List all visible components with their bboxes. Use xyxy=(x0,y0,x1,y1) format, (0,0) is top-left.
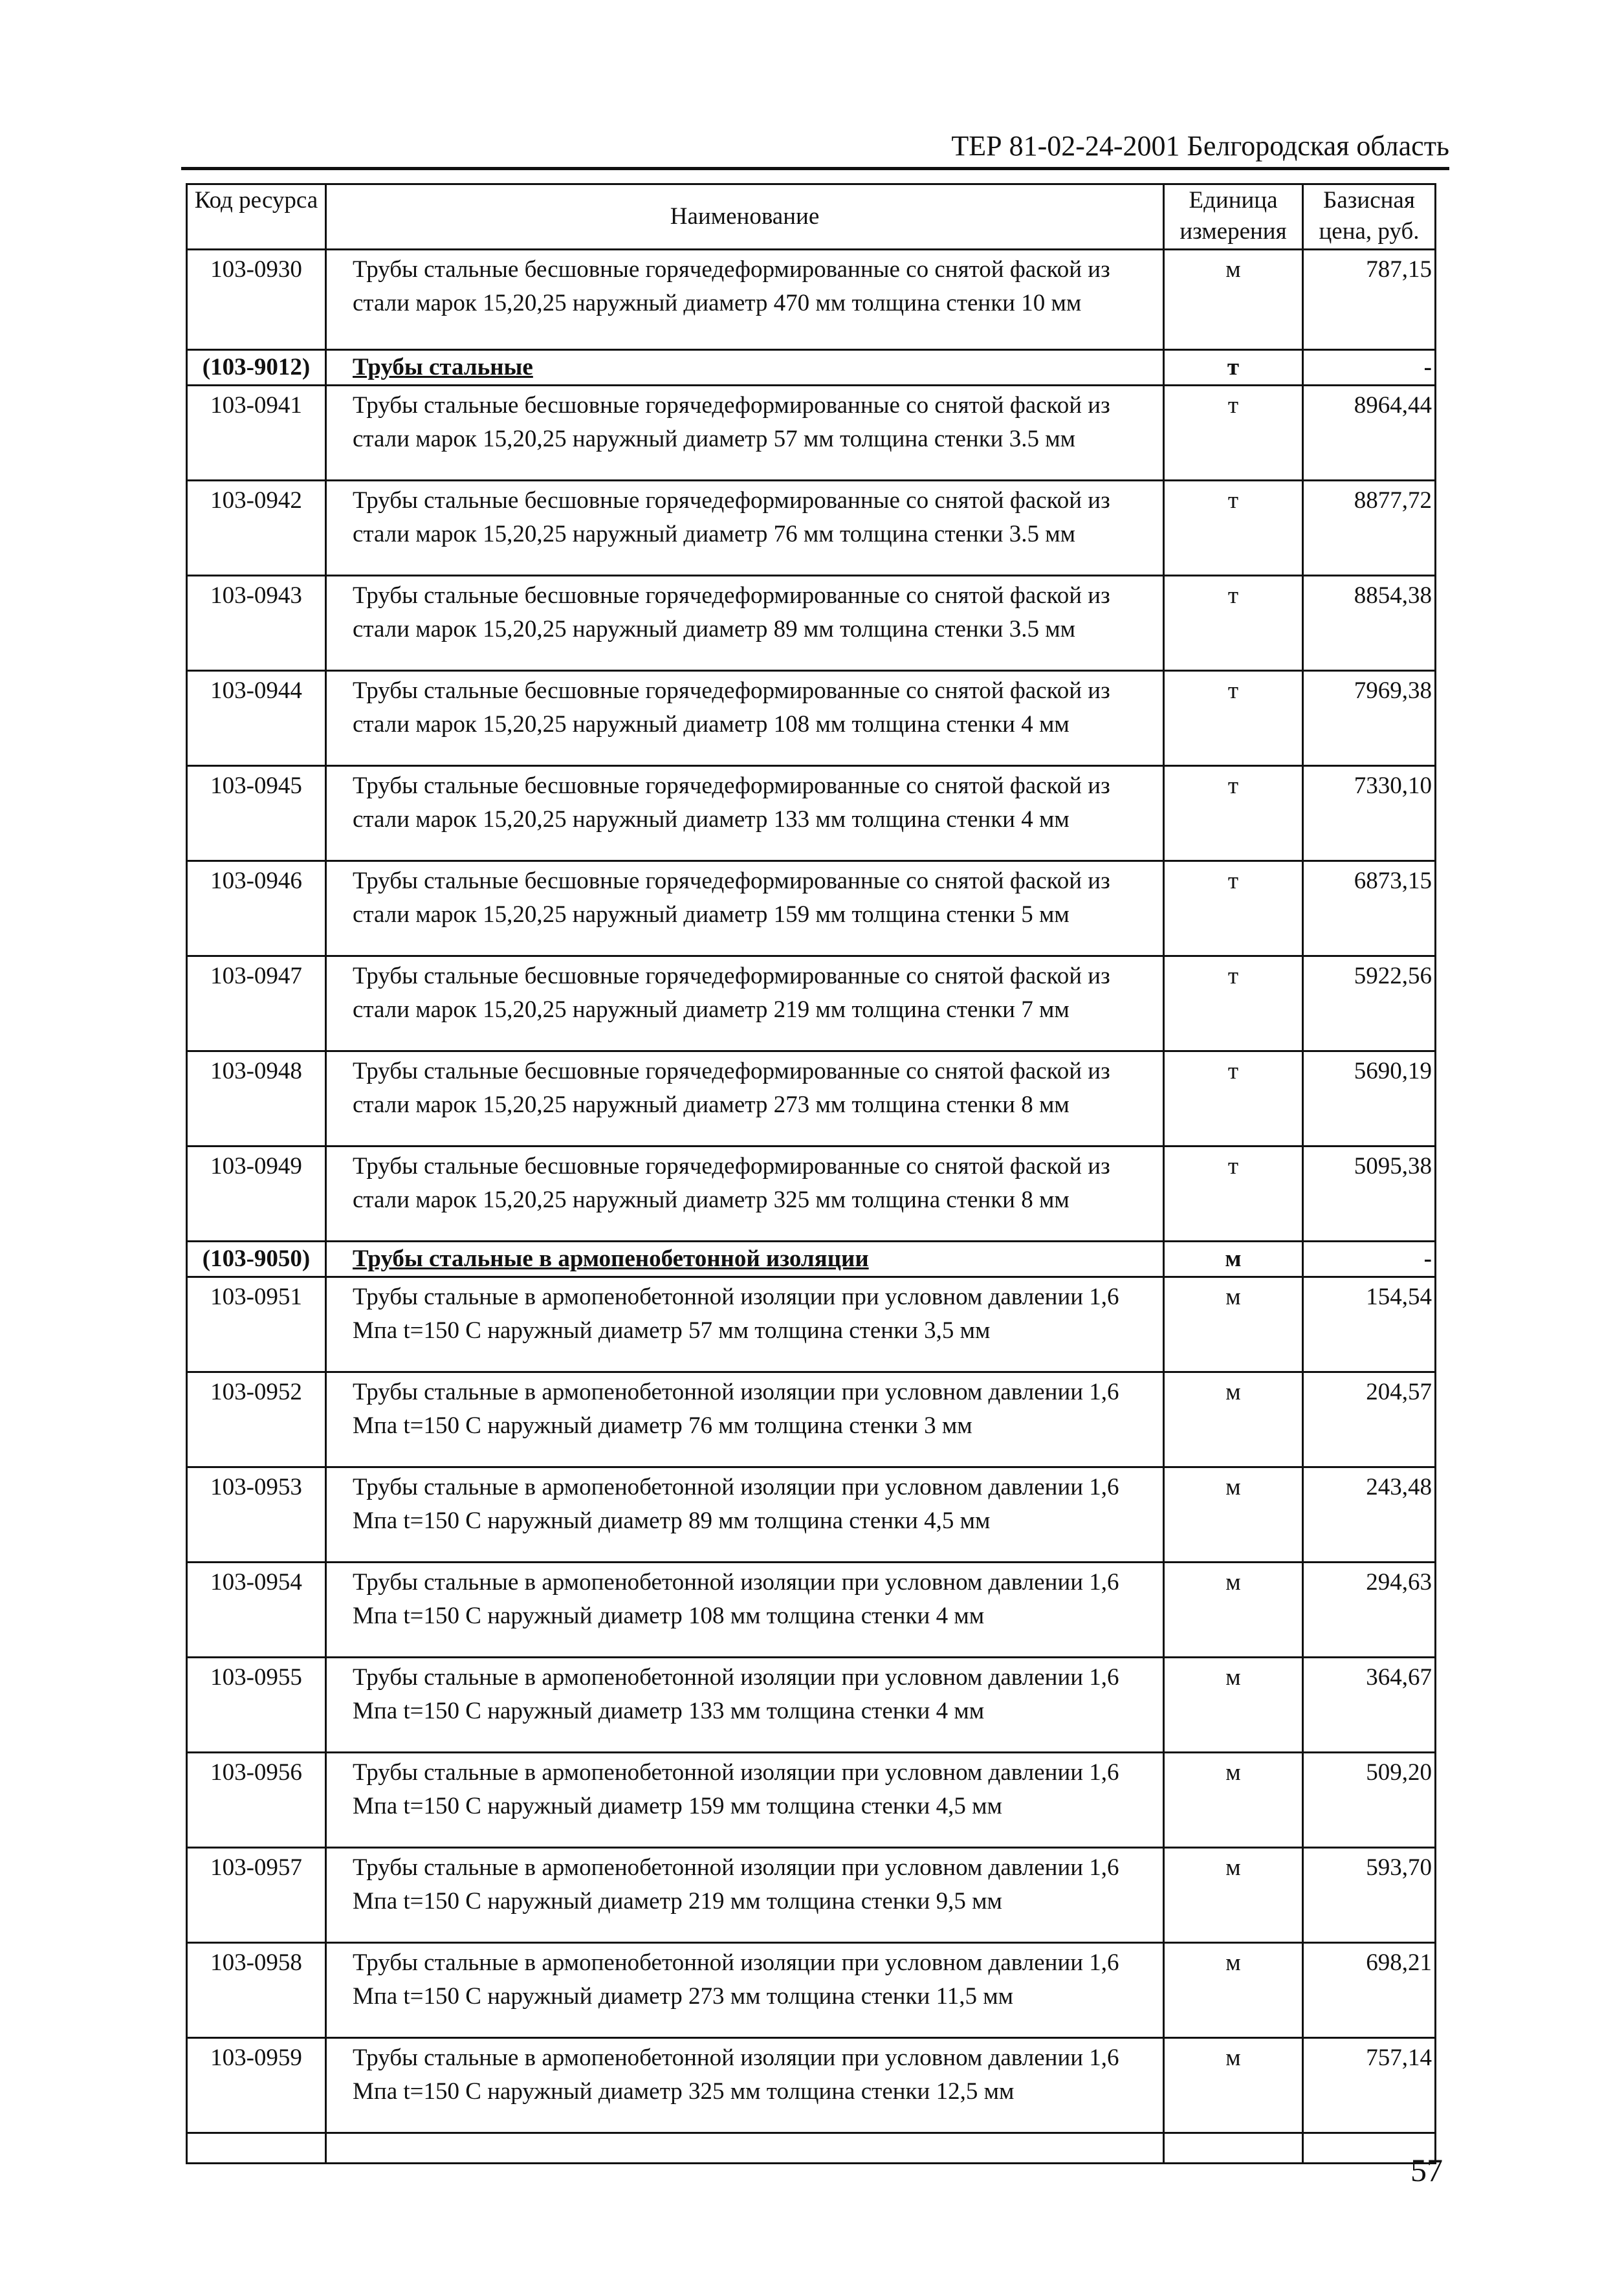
resource-name-cell: Трубы стальные в армопенобетонной изоляции при условном давлении 1,6 Мпа t=150 С наружный диаметр 57 мм толщина стенки 3,5 мм xyxy=(326,1277,1164,1372)
unit-cell: т xyxy=(1164,386,1303,481)
table-row xyxy=(187,1753,1436,1848)
table-row xyxy=(187,481,1436,576)
unit-cell: м xyxy=(1164,1277,1303,1372)
price-cell: 8877,72 xyxy=(1303,481,1436,576)
resource-code-cell: 103-0946 xyxy=(187,861,326,956)
column-header-unit: Единица измерения xyxy=(1164,184,1303,250)
resource-code-cell: 103-0952 xyxy=(187,1372,326,1467)
unit-cell: т xyxy=(1164,671,1303,766)
resource-name-cell: Трубы стальные бесшовные горячедеформированные со снятой фаской из стали марок 15,20,25 наружный диаметр 273 мм толщина стенки 8 мм xyxy=(326,1051,1164,1146)
table-row xyxy=(187,250,1436,350)
resource-code-cell: 103-0945 xyxy=(187,766,326,861)
table-row xyxy=(187,1943,1436,2038)
empty-cell xyxy=(1164,2133,1303,2164)
price-cell: 243,48 xyxy=(1303,1467,1436,1563)
price-cell: 294,63 xyxy=(1303,1563,1436,1658)
header-rule xyxy=(181,167,1449,170)
resource-code-cell: 103-0957 xyxy=(187,1848,326,1943)
resource-name-cell: Трубы стальные в армопенобетонной изоляции при условном давлении 1,6 Мпа t=150 С наружный диаметр 159 мм толщина стенки 4,5 мм xyxy=(326,1753,1164,1848)
resource-name-cell: Трубы стальные бесшовные горячедеформированные со снятой фаской из стали марок 15,20,25 наружный диаметр 89 мм толщина стенки 3.5 мм xyxy=(326,576,1164,671)
resource-code-cell: 103-0955 xyxy=(187,1658,326,1753)
resource-code-cell: 103-0942 xyxy=(187,481,326,576)
resource-code-cell: (103-9050) xyxy=(187,1242,326,1277)
table-bottom-spacer xyxy=(187,2133,1436,2164)
table-row xyxy=(187,956,1436,1051)
unit-cell: м xyxy=(1164,1467,1303,1563)
empty-cell xyxy=(187,2133,326,2164)
resource-code-cell: 103-0944 xyxy=(187,671,326,766)
resource-code-cell: 103-0951 xyxy=(187,1277,326,1372)
unit-cell: т xyxy=(1164,861,1303,956)
price-cell: - xyxy=(1303,350,1436,386)
resource-code-cell: 103-0949 xyxy=(187,1146,326,1242)
resource-code-cell: 103-0948 xyxy=(187,1051,326,1146)
resource-code-cell: 103-0959 xyxy=(187,2038,326,2133)
table-row xyxy=(187,1051,1436,1146)
unit-cell: м xyxy=(1164,1658,1303,1753)
unit-cell: т xyxy=(1164,1051,1303,1146)
price-cell: 787,15 xyxy=(1303,250,1436,350)
unit-cell: м xyxy=(1164,1943,1303,2038)
column-header-name: Наименование xyxy=(326,184,1164,250)
resource-name-cell: Трубы стальные бесшовные горячедеформированные со снятой фаской из стали марок 15,20,25 наружный диаметр 76 мм толщина стенки 3.5 мм xyxy=(326,481,1164,576)
unit-cell: м xyxy=(1164,1372,1303,1467)
table-row xyxy=(187,1372,1436,1467)
resource-name-cell: Трубы стальные бесшовные горячедеформированные со снятой фаской из стали марок 15,20,25 наружный диаметр 133 мм толщина стенки 4 мм xyxy=(326,766,1164,861)
resource-name-cell: Трубы стальные в армопенобетонной изоляции при условном давлении 1,6 Мпа t=150 С наружный диаметр 76 мм толщина стенки 3 мм xyxy=(326,1372,1164,1467)
group-row xyxy=(187,350,1436,386)
table-row xyxy=(187,861,1436,956)
unit-cell: т xyxy=(1164,1146,1303,1242)
resource-code-cell: 103-0953 xyxy=(187,1467,326,1563)
resource-name-cell: Трубы стальные в армопенобетонной изоляции при условном давлении 1,6 Мпа t=150 С наружный диаметр 133 мм толщина стенки 4 мм xyxy=(326,1658,1164,1753)
table-body xyxy=(187,250,1436,2164)
price-cell: 6873,15 xyxy=(1303,861,1436,956)
group-row xyxy=(187,1242,1436,1277)
table-row xyxy=(187,1467,1436,1563)
table-row xyxy=(187,1277,1436,1372)
resource-name-cell: Трубы стальные бесшовные горячедеформированные со снятой фаской из стали марок 15,20,25 наружный диаметр 219 мм толщина стенки 7 мм xyxy=(326,956,1164,1051)
resource-name-cell: Трубы стальные бесшовные горячедеформированные со снятой фаской из стали марок 15,20,25 наружный диаметр 470 мм толщина стенки 10 мм xyxy=(326,250,1164,350)
price-cell: 154,54 xyxy=(1303,1277,1436,1372)
price-cell: 5095,38 xyxy=(1303,1146,1436,1242)
table-row xyxy=(187,1563,1436,1658)
unit-cell: т xyxy=(1164,766,1303,861)
unit-cell: м xyxy=(1164,1563,1303,1658)
resource-code-cell: 103-0956 xyxy=(187,1753,326,1848)
unit-cell: м xyxy=(1164,1753,1303,1848)
price-cell: - xyxy=(1303,1242,1436,1277)
page-number: 57 xyxy=(1410,2152,1443,2188)
resource-code-cell: 103-0930 xyxy=(187,250,326,350)
document-header: ТЕР 81-02-24-2001 Белгородская область xyxy=(951,130,1449,162)
price-cell: 7969,38 xyxy=(1303,671,1436,766)
unit-cell: т xyxy=(1164,956,1303,1051)
price-cell: 5690,19 xyxy=(1303,1051,1436,1146)
table-row xyxy=(187,576,1436,671)
resource-name-cell: Трубы стальные в армопенобетонной изоляции при условном давлении 1,6 Мпа t=150 С наружный диаметр 89 мм толщина стенки 4,5 мм xyxy=(326,1467,1164,1563)
price-cell: 698,21 xyxy=(1303,1943,1436,2038)
price-cell: 204,57 xyxy=(1303,1372,1436,1467)
resource-name-cell: Трубы стальные в армопенобетонной изоляции при условном давлении 1,6 Мпа t=150 С наружный диаметр 108 мм толщина стенки 4 мм xyxy=(326,1563,1164,1658)
empty-cell xyxy=(326,2133,1164,2164)
table-row xyxy=(187,1848,1436,1943)
price-cell: 509,20 xyxy=(1303,1753,1436,1848)
resource-table xyxy=(186,183,1436,2164)
price-cell: 8854,38 xyxy=(1303,576,1436,671)
table-header-row xyxy=(187,184,1436,250)
resource-name-cell: Трубы стальные бесшовные горячедеформированные со снятой фаской из стали марок 15,20,25 наружный диаметр 159 мм толщина стенки 5 мм xyxy=(326,861,1164,956)
column-header-code: Код ресурса xyxy=(187,184,326,250)
unit-cell: т xyxy=(1164,481,1303,576)
resource-code-cell: (103-9012) xyxy=(187,350,326,386)
table-row xyxy=(187,386,1436,481)
price-cell: 7330,10 xyxy=(1303,766,1436,861)
resource-code-cell: 103-0954 xyxy=(187,1563,326,1658)
table-row xyxy=(187,1146,1436,1242)
unit-cell: м xyxy=(1164,1242,1303,1277)
resource-name-cell: Трубы стальные в армопенобетонной изоляции при условном давлении 1,6 Мпа t=150 С наружный диаметр 219 мм толщина стенки 9,5 мм xyxy=(326,1848,1164,1943)
unit-cell: м xyxy=(1164,250,1303,350)
resource-name-cell: Трубы стальные в армопенобетонной изоляции при условном давлении 1,6 Мпа t=150 С наружный диаметр 273 мм толщина стенки 11,5 мм xyxy=(326,1943,1164,2038)
price-cell: 8964,44 xyxy=(1303,386,1436,481)
resource-name-cell: Трубы стальные бесшовные горячедеформированные со снятой фаской из стали марок 15,20,25 наружный диаметр 325 мм толщина стенки 8 мм xyxy=(326,1146,1164,1242)
price-cell: 5922,56 xyxy=(1303,956,1436,1051)
price-cell: 364,67 xyxy=(1303,1658,1436,1753)
resource-code-cell: 103-0941 xyxy=(187,386,326,481)
resource-name-cell: Трубы стальные в армопенобетонной изоляции xyxy=(326,1242,1164,1277)
unit-cell: т xyxy=(1164,350,1303,386)
resource-code-cell: 103-0947 xyxy=(187,956,326,1051)
table-row xyxy=(187,2038,1436,2133)
resource-name-cell: Трубы стальные xyxy=(326,350,1164,386)
price-cell: 593,70 xyxy=(1303,1848,1436,1943)
unit-cell: т xyxy=(1164,576,1303,671)
resource-name-cell: Трубы стальные в армопенобетонной изоляции при условном давлении 1,6 Мпа t=150 С наружный диаметр 325 мм толщина стенки 12,5 мм xyxy=(326,2038,1164,2133)
table-row xyxy=(187,1658,1436,1753)
table-row xyxy=(187,671,1436,766)
resource-code-cell: 103-0943 xyxy=(187,576,326,671)
price-cell: 757,14 xyxy=(1303,2038,1436,2133)
resource-name-cell: Трубы стальные бесшовные горячедеформированные со снятой фаской из стали марок 15,20,25 наружный диаметр 57 мм толщина стенки 3.5 мм xyxy=(326,386,1164,481)
column-header-price: Базисная цена, руб. xyxy=(1303,184,1436,250)
unit-cell: м xyxy=(1164,1848,1303,1943)
table-row xyxy=(187,766,1436,861)
resource-name-cell: Трубы стальные бесшовные горячедеформированные со снятой фаской из стали марок 15,20,25 наружный диаметр 108 мм толщина стенки 4 мм xyxy=(326,671,1164,766)
unit-cell: м xyxy=(1164,2038,1303,2133)
resource-code-cell: 103-0958 xyxy=(187,1943,326,2038)
